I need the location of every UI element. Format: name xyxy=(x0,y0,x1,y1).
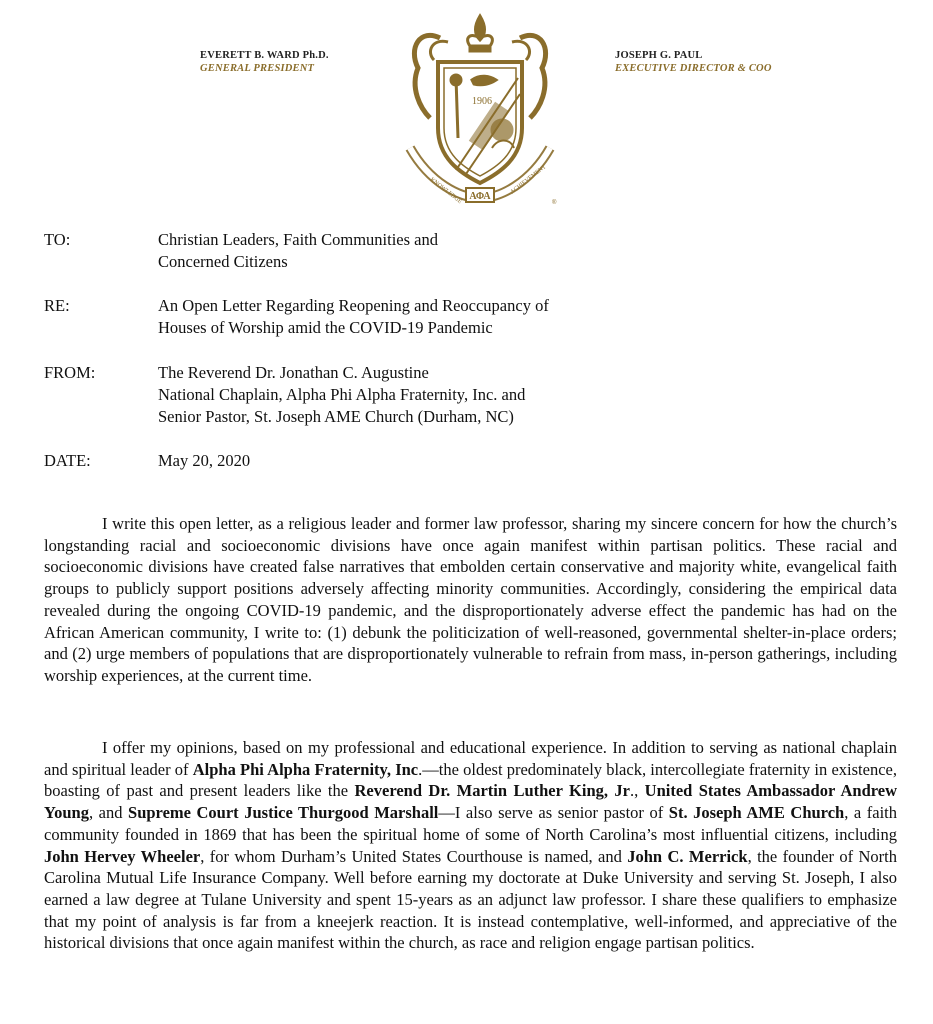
text-run: , for whom Durham’s United States Courthouse is named, and xyxy=(200,846,628,866)
text-run: I offer my opinions, based on my professional and educational experience. In addition to serving as national chaplain and spiritual leader of xyxy=(44,738,897,779)
svg-text:®: ® xyxy=(552,200,557,206)
bold-name: United States Ambassador Andrew Young xyxy=(44,781,898,823)
svg-text:ACHIEVEMENT: ACHIEVEMENT xyxy=(509,164,548,196)
svg-text:KNOWLEDGE: KNOWLEDGE xyxy=(428,176,463,206)
text-run: , the founder of North Carolina Mutual Life Insurance Company. Well before earning my doctorate at Duke University and serving St. Joseph, I also earned a law degree at Tulane University and spent 15-years as an adjunct law professor. I share these qualifiers to emphasize that my point of analysis is far from a kneejerk reaction. It is instead contemplative, well-informed, and appreciative of the historical divisions that once again manifest within the church, as race and religion engage partisan politics. xyxy=(44,846,897,953)
bold-name: Reverend Dr. Martin Luther King, Jr xyxy=(354,781,630,801)
bold-name: John Hervey Wheeler xyxy=(44,846,201,866)
bold-name: John C. Merrick xyxy=(627,846,748,866)
text-run: .—the oldest predominately black, intercollegiate fraternity in existence, boasting of past and present leaders like the xyxy=(44,759,897,801)
president-title: GENERAL PRESIDENT xyxy=(200,63,315,74)
bold-organization: St. Joseph AME Church xyxy=(668,803,845,823)
memo-from-line: The Reverend Dr. Jonathan C. Augustine xyxy=(158,363,429,382)
text-run: , and xyxy=(88,803,129,823)
memo-date-value: May 20, 2020 xyxy=(158,451,251,470)
body-paragraph-1: I write this open letter, as a religious leader and former law professor, sharing my sincere concern for how the church’s longstanding racial and socioeconomic divisions have once again manifest within partisan politics. These racial and socioeconomic divisions have created false narratives that embolden certain conservative and majority white, evangelical faith groups to publicly support positions adversely affecting minority communities. Accordingly, considering the empirical data revealed during the ongoing COVID-19 pandemic, and the disproportionately adverse effect the pandemic has had on the African American community, I write to: (1) debunk the politicization of well-reasoned, governmental shelter-in-place orders; and (2) urge members of populations that are disproportionately vulnerable to refrain from mass, in-person gatherings, including worship experiences, at the current time. xyxy=(44,514,897,685)
memo-from-label: FROM: xyxy=(44,363,96,382)
svg-text:1906: 1906 xyxy=(472,96,492,107)
bold-name: Supreme Court Justice Thurgood Marshall xyxy=(128,803,439,823)
memo-from-line: Senior Pastor, St. Joseph AME Church (Durham, NC) xyxy=(158,407,514,426)
memo-re-label: RE: xyxy=(44,296,70,315)
memo-to-line: Concerned Citizens xyxy=(158,252,288,271)
text-run: —I also serve as senior pastor of xyxy=(438,803,669,823)
bold-organization: Alpha Phi Alpha Fraternity, Inc xyxy=(192,759,419,779)
letterhead-right xyxy=(615,49,772,75)
fraternity-crest-icon xyxy=(400,8,560,206)
text-run: , a faith community founded in 1869 that has been the spiritual home of some of North Carolina’s most influential citizens, including xyxy=(44,803,898,844)
memo-from-line: National Chaplain, Alpha Phi Alpha Fraternity, Inc. and xyxy=(158,385,526,404)
executive-director-name: JOSEPH G. PAUL xyxy=(615,50,703,61)
executive-director-title: EXECUTIVE DIRECTOR & COO xyxy=(615,63,772,74)
svg-text:ΑΦΑ: ΑΦΑ xyxy=(469,191,491,202)
text-run: ., xyxy=(630,781,645,801)
memo-date-label: DATE: xyxy=(44,451,91,470)
memo-re-line: Houses of Worship amid the COVID-19 Pandemic xyxy=(158,318,493,337)
memo-to-line: Christian Leaders, Faith Communities and xyxy=(158,230,439,249)
memo-to-label: TO: xyxy=(44,230,71,249)
president-name: EVERETT B. WARD Ph.D. xyxy=(200,50,329,61)
memo-re-line: An Open Letter Regarding Reopening and Reoccupancy of xyxy=(158,296,549,315)
body-paragraph-2 xyxy=(44,737,897,954)
letterhead-left xyxy=(200,49,329,75)
